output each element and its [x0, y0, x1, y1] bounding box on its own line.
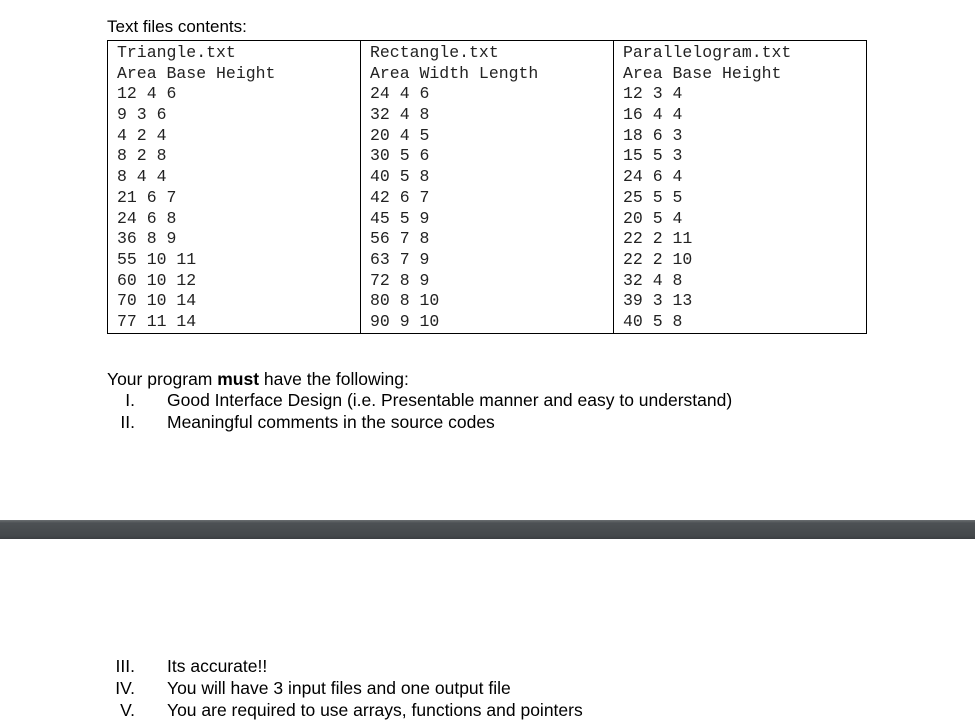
list-numeral: I.: [125, 390, 135, 410]
emphasis-must: must: [217, 369, 260, 389]
data-row: 4 2 4: [117, 125, 167, 145]
data-row: 9 3 6: [117, 105, 167, 125]
data-row: 20 4 5: [370, 125, 430, 145]
file-name: Parallelogram.txt: [623, 43, 792, 62]
data-row: 40 5 8: [623, 311, 683, 331]
data-row: 30 5 6: [370, 146, 430, 166]
data-row: 70 10 14: [117, 291, 197, 311]
data-row: 42 6 7: [370, 187, 430, 207]
data-row: 77 11 14: [117, 311, 197, 331]
data-row: 8 2 8: [117, 146, 167, 166]
data-row: 8 4 4: [117, 167, 167, 187]
list-numeral: III.: [115, 656, 135, 676]
data-row: 45 5 9: [370, 208, 430, 228]
data-row: 90 9 10: [370, 311, 440, 331]
data-row: 60 10 12: [117, 270, 197, 290]
data-row: 24 4 6: [370, 84, 430, 104]
data-row: 55 10 11: [117, 249, 197, 269]
data-row: 12 3 4: [623, 84, 683, 104]
column-header: Area Base Height: [117, 63, 276, 83]
list-text: Meaningful comments in the source codes: [167, 411, 495, 432]
requirements-intro: Your program must have the following:: [107, 369, 409, 389]
data-row: 40 5 8: [370, 167, 430, 187]
data-row: 18 6 3: [623, 125, 683, 145]
file-name: Rectangle.txt: [370, 43, 499, 62]
list-text: Good Interface Design (i.e. Presentable manner and easy to understand): [167, 390, 733, 410]
data-row: 16 4 4: [623, 105, 683, 125]
data-row: 22 2 10: [623, 249, 693, 269]
data-row: 24 6 4: [623, 167, 683, 187]
data-row: 36 8 9: [117, 229, 177, 249]
data-row: 32 4 8: [370, 105, 430, 125]
file-name: Triangle.txt: [117, 43, 236, 62]
section-heading: Text files contents:: [107, 17, 247, 36]
data-row: 22 2 11: [623, 229, 693, 249]
file-contents-table: [107, 40, 867, 334]
data-row: 39 3 13: [623, 291, 693, 311]
column-header: Area Base Height: [623, 63, 782, 83]
data-row: 56 7 8: [370, 229, 430, 249]
list-text: Its accurate!!: [167, 656, 268, 676]
data-row: 25 5 5: [623, 187, 683, 207]
data-row: 15 5 3: [623, 146, 683, 166]
data-row: 72 8 9: [370, 270, 430, 290]
list-text: You are required to use arrays, functions and pointers: [167, 699, 583, 720]
list-text: You will have 3 input files and one output file: [167, 677, 511, 698]
data-row: 63 7 9: [370, 249, 430, 269]
triangle-file-column: [108, 41, 361, 334]
data-row: 32 4 8: [623, 270, 683, 290]
data-row: 20 5 4: [623, 208, 683, 228]
data-row: 12 4 6: [117, 84, 177, 104]
data-row: 80 8 10: [370, 291, 440, 311]
page-break-separator: [0, 520, 975, 539]
column-header: Area Width Length: [370, 63, 539, 83]
list-numeral: IV.: [115, 677, 135, 698]
data-row: 24 6 8: [117, 208, 177, 228]
data-row: 21 6 7: [117, 187, 177, 207]
list-numeral: V.: [120, 699, 135, 720]
rectangle-file-column: [361, 41, 614, 334]
parallelogram-file-column: [614, 41, 867, 334]
list-numeral: II.: [120, 411, 135, 432]
